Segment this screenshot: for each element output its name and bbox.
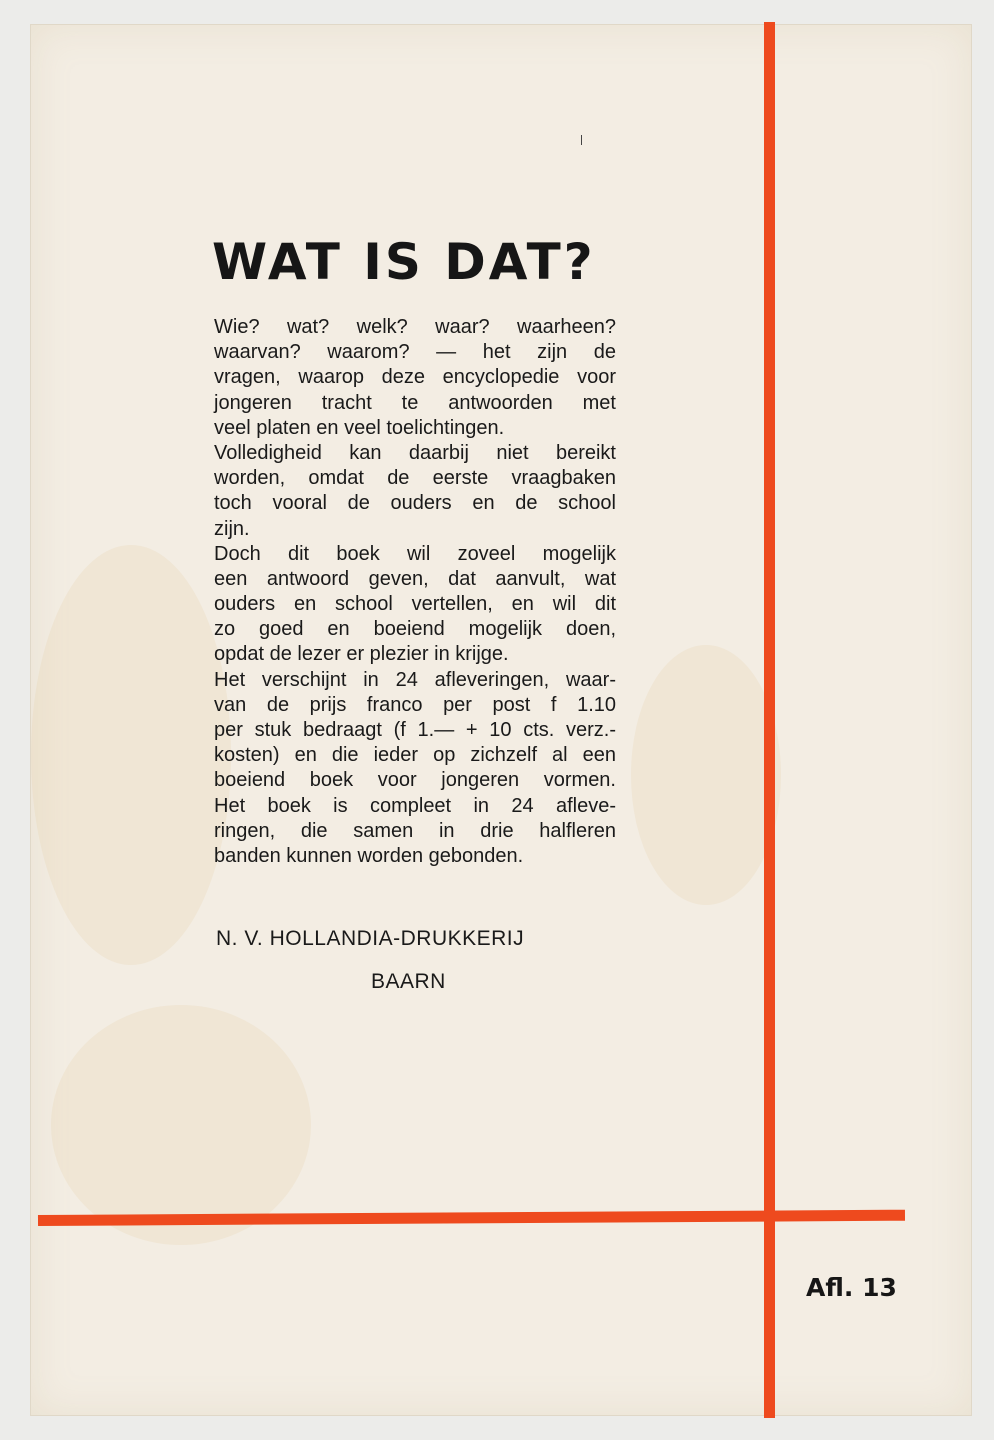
print-mark <box>581 135 582 145</box>
text-line: van de prijs franco per post f 1.10 <box>214 693 616 716</box>
paper-stain <box>631 645 781 905</box>
text-line: jongeren tracht te antwoorden met <box>214 391 616 414</box>
text-line: Het verschijnt in 24 afleveringen, waar- <box>214 668 616 691</box>
text-line: ouders en school vertellen, en wil dit <box>214 593 616 616</box>
text-line: zo goed en boeiend mogelijk doen, <box>214 618 616 641</box>
text-line: vragen, waarop deze encyclopedie voor <box>214 366 616 389</box>
text-line: per stuk bedraagt (f 1.— + 10 cts. verz.- <box>214 719 616 741</box>
description-text <box>214 315 616 869</box>
text-line: worden, omdat de eerste vraagbaken <box>214 467 616 490</box>
issue-number: Afl. 13 <box>806 1273 897 1302</box>
text-line: toch vooral de ouders en de school <box>214 492 616 515</box>
text-line: zijn. <box>214 517 250 540</box>
paper-stain <box>31 545 231 965</box>
text-line: kosten) en die ieder op zichzelf al een <box>214 744 616 767</box>
text-line: boeiend boek voor jongeren vormen. <box>214 769 616 792</box>
vertical-rule <box>764 22 775 1418</box>
publisher-name: N. V. HOLLANDIA-DRUKKERIJ <box>216 927 525 950</box>
page-title: WAT IS DAT? <box>212 233 596 291</box>
text-line: een antwoord geven, dat aanvult, wat <box>214 567 616 590</box>
text-line: Wie? wat? welk? waar? waarheen? <box>214 316 616 338</box>
paper-stain <box>51 1005 311 1245</box>
text-line: Volledigheid kan daarbij niet bereikt <box>214 441 616 464</box>
text-line: ringen, die samen in drie halfleren <box>214 819 616 842</box>
text-line: opdat de lezer er plezier in krijge. <box>214 643 509 666</box>
text-line: Doch dit boek wil zoveel mogelijk <box>214 542 616 565</box>
text-line: banden kunnen worden gebonden. <box>214 844 524 867</box>
publisher-city: BAARN <box>371 970 446 993</box>
text-line: Het boek is compleet in 24 afleve- <box>214 794 616 817</box>
text-line: waarvan? waarom? — het zijn de <box>214 341 616 364</box>
text-line: veel platen en veel toelichtingen. <box>214 416 505 439</box>
